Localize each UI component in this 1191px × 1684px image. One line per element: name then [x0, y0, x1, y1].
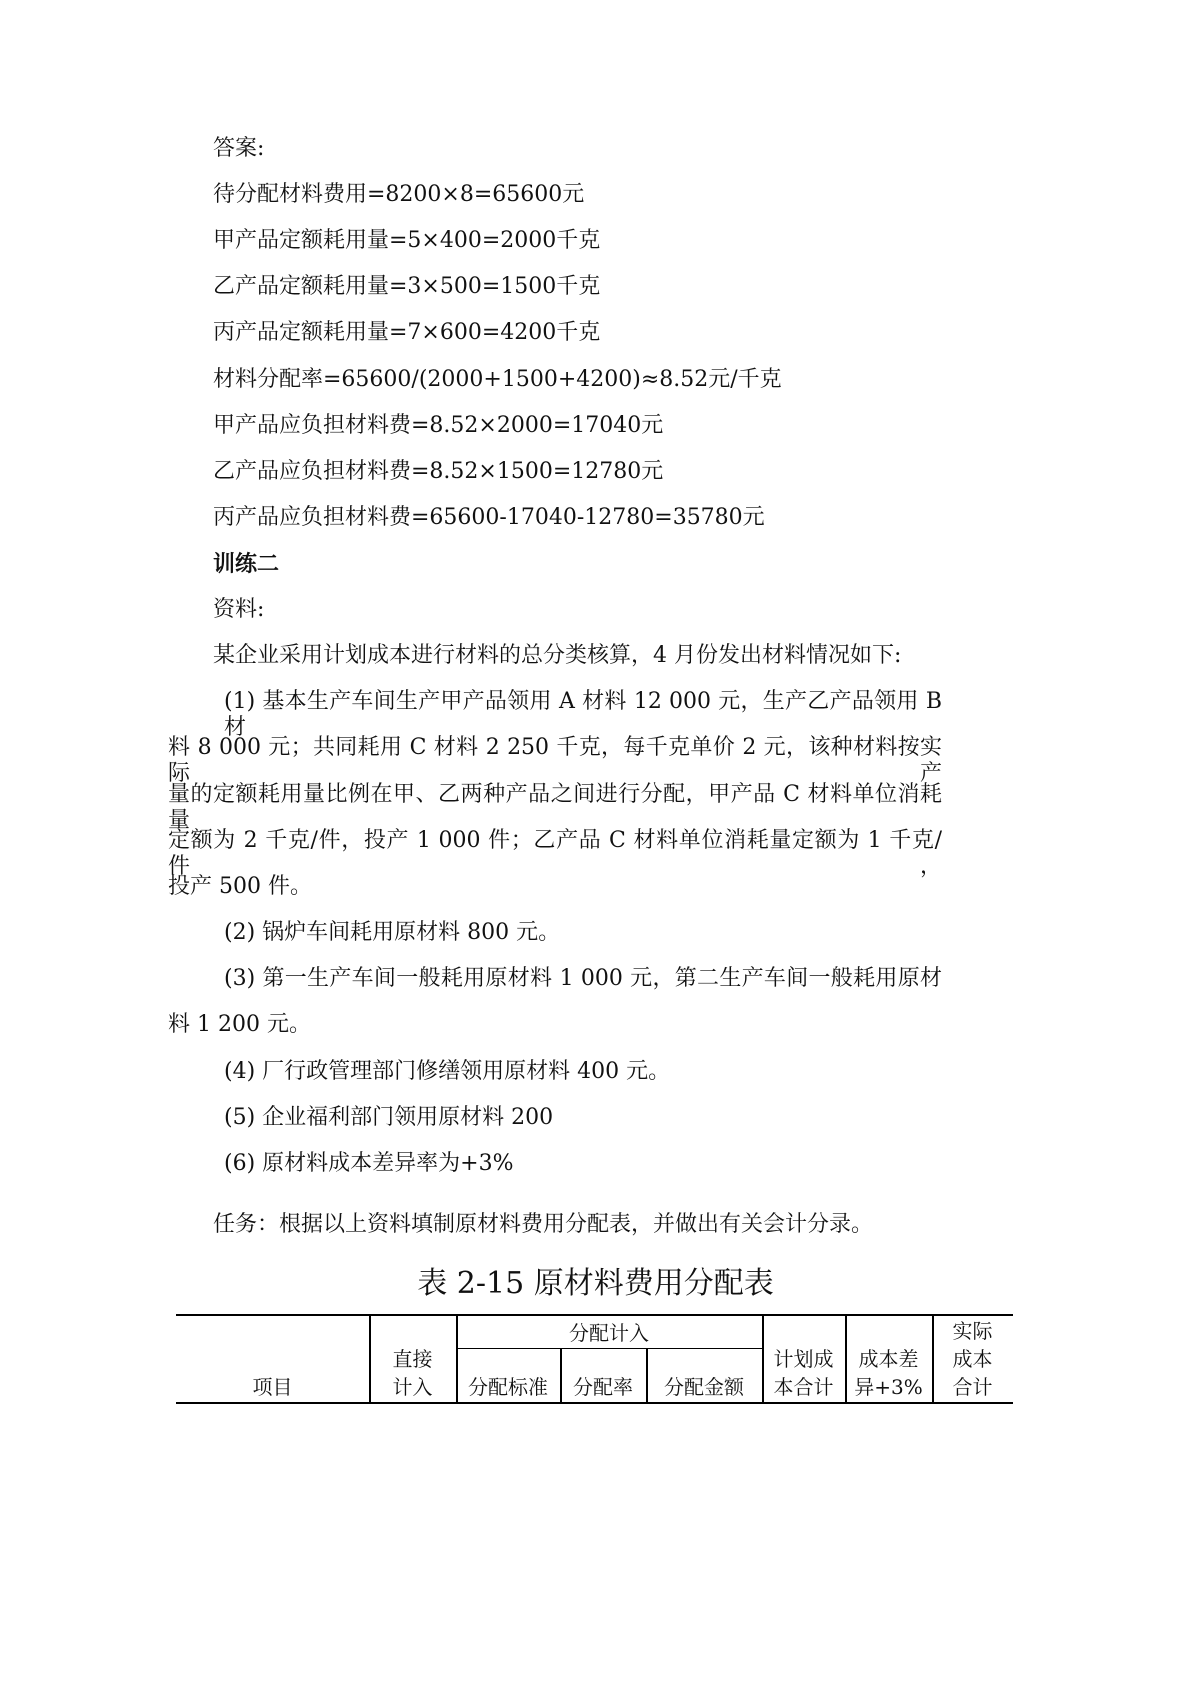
item3-line: 料 1 200 元。: [168, 1012, 311, 1037]
item1-line: (1) 基本生产车间生产甲产品领用 A 材料 12 000 元，生产乙产品领用 B 材: [224, 689, 942, 740]
exercise-title: 训练二: [213, 551, 280, 577]
item1-line: 量的定额耗用量比例在甲、乙两种产品之间进行分配，甲产品 C 材料单位消耗量: [168, 782, 942, 833]
header-planned-line1: 计划成: [773, 1347, 834, 1371]
answer-line: 甲产品应负担材料费=8.52×2000=17040元: [213, 413, 664, 438]
header-allocation: 分配计入: [569, 1321, 649, 1345]
table-top-border: [176, 1314, 1013, 1316]
header-planned-line2: 本合计: [773, 1375, 834, 1399]
table-header-bottom: [176, 1402, 1013, 1404]
item2: (2) 锅炉车间耗用原材料 800 元。: [224, 920, 561, 945]
exercise-intro: 某企业采用计划成本进行材料的总分类核算，4 月份发出材料情况如下:: [213, 643, 902, 668]
header-amount: 分配金额: [664, 1375, 744, 1399]
item4: (4) 厂行政管理部门修缮领用原材料 400 元。: [224, 1059, 671, 1084]
header-direct-line2: 计入: [392, 1375, 433, 1399]
header-item: 项目: [252, 1375, 293, 1399]
header-rate: 分配率: [573, 1375, 633, 1399]
header-actual-line3: 合计: [952, 1375, 993, 1399]
header-direct-line1: 直接: [392, 1347, 433, 1371]
answer-line: 乙产品应负担材料费=8.52×1500=12780元: [213, 459, 664, 484]
answer-line: 丙产品定额耗用量=7×600=4200千克: [213, 320, 601, 345]
item1-line: 投产 500 件。: [168, 874, 312, 899]
material-label: 资料:: [213, 597, 265, 622]
answer-line: 乙产品定额耗用量=3×500=1500千克: [213, 274, 601, 299]
item1-line: 定额为 2 千克/件，投产 1 000 件；乙产品 C 材料单位消耗量定额为 1 千克/件，: [168, 828, 942, 879]
answer-line: 甲产品定额耗用量=5×400=2000千克: [213, 228, 601, 253]
answer-heading: 答案:: [213, 136, 265, 161]
item5: (5) 企业福利部门领用原材料 200: [224, 1105, 554, 1130]
answer-line: 材料分配率=65600/(2000+1500+4200)≈8.52元/千克: [213, 367, 782, 392]
header-variance-line1: 成本差: [858, 1347, 919, 1371]
header-standard: 分配标准: [468, 1375, 548, 1399]
table-header-divider: [456, 1348, 762, 1349]
item1-line: 料 8 000 元；共同耗用 C 材料 2 250 千克，每千克单价 2 元，该种材料按实际产: [168, 735, 942, 786]
header-actual-line1: 实际: [952, 1319, 993, 1343]
answer-line: 待分配材料费用=8200×8=65600元: [213, 182, 585, 207]
table-title: 表 2-15 原材料费用分配表: [417, 1266, 774, 1301]
answer-line: 丙产品应负担材料费=65600-17040-12780=35780元: [213, 505, 765, 530]
item3-line: (3) 第一生产车间一般耗用原材料 1 000 元，第二生产车间一般耗用原材: [224, 966, 942, 991]
header-variance-line2: 异+3%: [854, 1375, 923, 1399]
item6: (6) 原材料成本差异率为+3%: [224, 1151, 514, 1176]
header-actual-line2: 成本: [952, 1347, 993, 1371]
task-text: 任务：根据以上资料填制原材料费用分配表，并做出有关会计分录。: [213, 1212, 874, 1237]
